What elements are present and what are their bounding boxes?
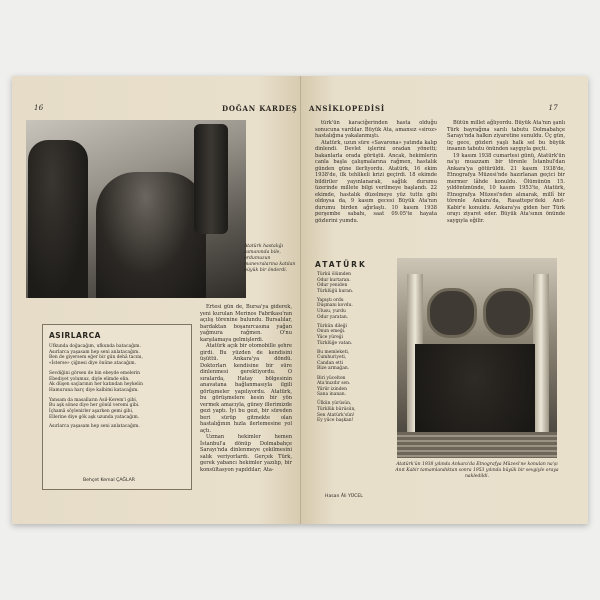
poem-line: Odur yaratan. xyxy=(317,314,349,320)
poem-line: Düşmanı kovdu. xyxy=(317,303,353,309)
poem-line: Bize armağan. xyxy=(317,366,350,372)
photo-arch-left xyxy=(427,288,477,338)
body-paragraph: 19 kasım 1938 cumartesi günü, Atatürk'ün na'şı muazzam bir törenle İstanbul'dan Ankara'ya götürüldü. 21 kasım 1938'de, Etnografya Müzesi'nde hazırlanan geçici bir mermer lâhde konuldu. Ölümünün 15. yıldönümünde, 10 kasım 1953'te, Atatürk, Etnografya Müzesi'nden alınarak, millî bir törenle Ankara'da, Rasattepe'deki Anıt-Kabir'e konuldu. Ankara'ya giden her Türk orayı ziyaret eder. Büyük Ata'sının önünde saygıyla eğilir. xyxy=(447,152,565,224)
ataturk-maneuver-photo xyxy=(26,120,246,298)
poem-line: Yansam da masalların Asil-Kerem'i gibi, xyxy=(49,397,138,403)
poem-stanza xyxy=(49,424,185,430)
poem-line: Türkü ölümden xyxy=(317,272,352,277)
open-book xyxy=(12,76,588,524)
page-number-right: 17 xyxy=(548,104,558,112)
poem-line: Ellerine diye gök aşk uzunda yatacağım. xyxy=(49,414,140,420)
poem-line: Ak düşen saçlarının her katından heykelin xyxy=(49,382,143,388)
left-body-column xyxy=(200,304,292,473)
poem-line: Candan etti xyxy=(317,360,343,366)
poem-line: Asırlarca yaşasam hep seni anlatacağım. xyxy=(49,349,140,355)
poem-line: Bu memleketi, xyxy=(317,349,350,355)
body-paragraph: Atatürk, uzun süre «Savarona» yatında kalıp dinlendi. Devlet işlerini oradan yönetti; bakanlarla orada görüştü. Ancak, hekimlerin canla başla çalışmalarına rağmen, hastalık günden güne ilerliyordu. Atatürk, 16 ekim 1938'de, ilk tehlikeli krizi geçirdi. 18 ekimde bildiriler yayınlanarak, sağlık durumu üzerinde millete bilgi verilmeye başlandı. 22 ekimde, hastalık düzelmeye yüz tuttu gibi oldoysa da, 9 kasım gecesi Büyük Ata'nın durumu birden ağırlaştı. 10 kasım 1938 perşembe sabahı, saat 09.05'te hayata gözlerini yumdu. xyxy=(315,139,437,224)
poem-line: Türklüğe vatan. xyxy=(317,340,353,346)
right-body-column-1 xyxy=(315,120,437,224)
poem-stanza xyxy=(317,376,393,398)
poem-line: Yapıştı ordu xyxy=(317,297,344,303)
poem-line: Cumhuriyeti, xyxy=(317,355,347,361)
body-paragraph: Bütün millet ağlıyordu. Büyük Ata'nın şanlı Türk bayrağına sarılı tabutu Dolmabahçe Sarayı'nda halkın ziyaretine sunuldu. Üç gün, üç gece, gözleri yaşlı halk sel bu büyük insanın tabutu önünden saygıyla geçti. xyxy=(447,120,566,152)
poem-stanza xyxy=(317,324,393,346)
poem-line: Ufkunda doğacağım, ufkunda batacağım. xyxy=(49,344,141,349)
poem-line: «İsterse» çiğnesi diye önüne atacağım. xyxy=(49,361,136,367)
header-title-right: ANSİKLOPEDİSİ xyxy=(309,104,385,113)
poem-line: Odur yeniden xyxy=(317,283,348,289)
poem-line: Yürür izinden xyxy=(317,386,347,392)
photo-binocular-scope xyxy=(194,124,228,234)
photo-stairs xyxy=(397,432,557,458)
photo-arch-right xyxy=(483,288,533,338)
poem-line: Sana inanan. xyxy=(317,392,346,398)
body-paragraph: Uzman hekimler hemen İstanbul'a dönüp Dolmabahçe Sarayı'nda dinlenmeye çekilmesini salık veriyorlardı. Gerçek Türk, gerek yabancı hekimler yazılıp, bir konsültasyon yapıldılar; Ata- xyxy=(200,434,292,473)
poem-stanza xyxy=(317,272,393,294)
poem-line: Türklük bürüsün, xyxy=(317,406,356,412)
photo-ataturk-figure xyxy=(96,172,206,298)
poem-line: Türklüğü kuran. xyxy=(317,288,354,294)
poem-ataturk xyxy=(317,272,393,427)
photo-caption-left: Atatürk hastalığı zamanında bile, ordumuzun manevralarına katılan büyük bir önderdi. xyxy=(244,244,296,273)
poem-title-ataturk: ATATÜRK xyxy=(315,260,367,269)
poem-line: Hamuruna harç diye kalbimi katacağım. xyxy=(49,387,139,393)
poem-box-asirlarca xyxy=(42,324,192,490)
poem-line: Ben de giyersem eğer bir gün dehâ tacını, xyxy=(49,355,143,361)
body-paragraph: Atatürk açık bir otomobille şehre girdi. Bu yüzden de kendisini üşüttü. Ankara'ya döndü. Doktorları kendisine bir süre dinlenmesi gerektiyordu. O sıralarda, Hatay bölgesinin anavatana bağlanmasıyla ilgili görüşmeler yapılıyordu. Atatürk, bu görüşmelere kesin bir yön vermek amacıyla, güney illerimizde gezi yaptı. İyi bu gezi, bir süreden beri sürüp gitmekte olan hastalığının hızla ilerlemesine yol açtı. xyxy=(200,343,292,434)
poem-stanza xyxy=(317,350,393,372)
photo-caption-right: Atatürk'ün 1938 yılında Ankara'da Etnografya Müzesi'ne konulan na'şı Anıt Kabir tamamlandıktan sonra 1953 yılında büyük bir sevgiyle oraya nakledildi. xyxy=(395,462,559,479)
poem-line: Ata'mızdır sen. xyxy=(317,381,351,387)
poem-title: ASIRLARCA xyxy=(49,331,101,340)
poem-stanza xyxy=(49,344,185,367)
poem-line: Ülkün yürüsün, xyxy=(317,401,352,407)
poem-line: Ulusu, yurdu xyxy=(317,309,346,315)
header-title-left: DOĞAN KARDEŞ xyxy=(222,104,298,113)
poem-stanza xyxy=(49,398,185,421)
page-number-left: 16 xyxy=(34,104,44,112)
poem-line: İçhamâ söylenirler aşarken gemi gibi, xyxy=(49,409,134,415)
poem-line: Türkün dileği xyxy=(317,323,347,329)
body-paragraph: Ertesi gün de, Bursa'ya giderek, yeni kurulan Merinos Fabrikası'nın açılış törenine bulundu. Bursalılar, bardaktan boşanırcasına yağan yağmura rağmen. O'nu karşılamaya gelmişlerdi. xyxy=(200,304,292,343)
photo-officer-figure xyxy=(28,140,88,298)
poem-line: Ey yüce başkan! xyxy=(317,418,354,424)
poem-line: Odur kurtaran. xyxy=(317,277,351,283)
left-page xyxy=(12,76,301,524)
right-page xyxy=(301,76,588,524)
poem-author: Hasan Âli YÜCEL xyxy=(325,494,363,499)
poem-stanza xyxy=(317,401,393,423)
poem-stanza xyxy=(317,298,393,320)
poem-line: Ebediyet yolumuz, diyle elimde elin. xyxy=(49,376,130,382)
poem-line: Asırlarca yaşasam hep seni anlatacağım. xyxy=(49,424,140,430)
right-body-column-2 xyxy=(447,120,565,224)
poem-line: Biri yücelten xyxy=(317,375,346,381)
poem-line: Onun emeği. xyxy=(317,329,346,335)
photo-pillar-right xyxy=(533,274,549,458)
poem-stanza xyxy=(49,371,185,394)
ethnography-museum-photo xyxy=(397,258,557,458)
body-paragraph: türk'ün karaciğerinden hasta olduğu sonucuna vardılar. Büyük Ata, amansız «siroz» hastalığına yakalanmıştı. xyxy=(315,120,437,139)
poem-line: Bu aşk sönez diye her gönül veremi gibi. xyxy=(49,403,140,409)
poem-line: Yüce yüreği xyxy=(317,334,344,340)
poem-line: Sen Atatürk'sün! xyxy=(317,412,355,418)
poem-author: Behçet Kemal ÇAĞLAR xyxy=(83,478,135,483)
poem-line: Sevdiğini görsen de bin ebeyde emelerin xyxy=(49,370,141,376)
